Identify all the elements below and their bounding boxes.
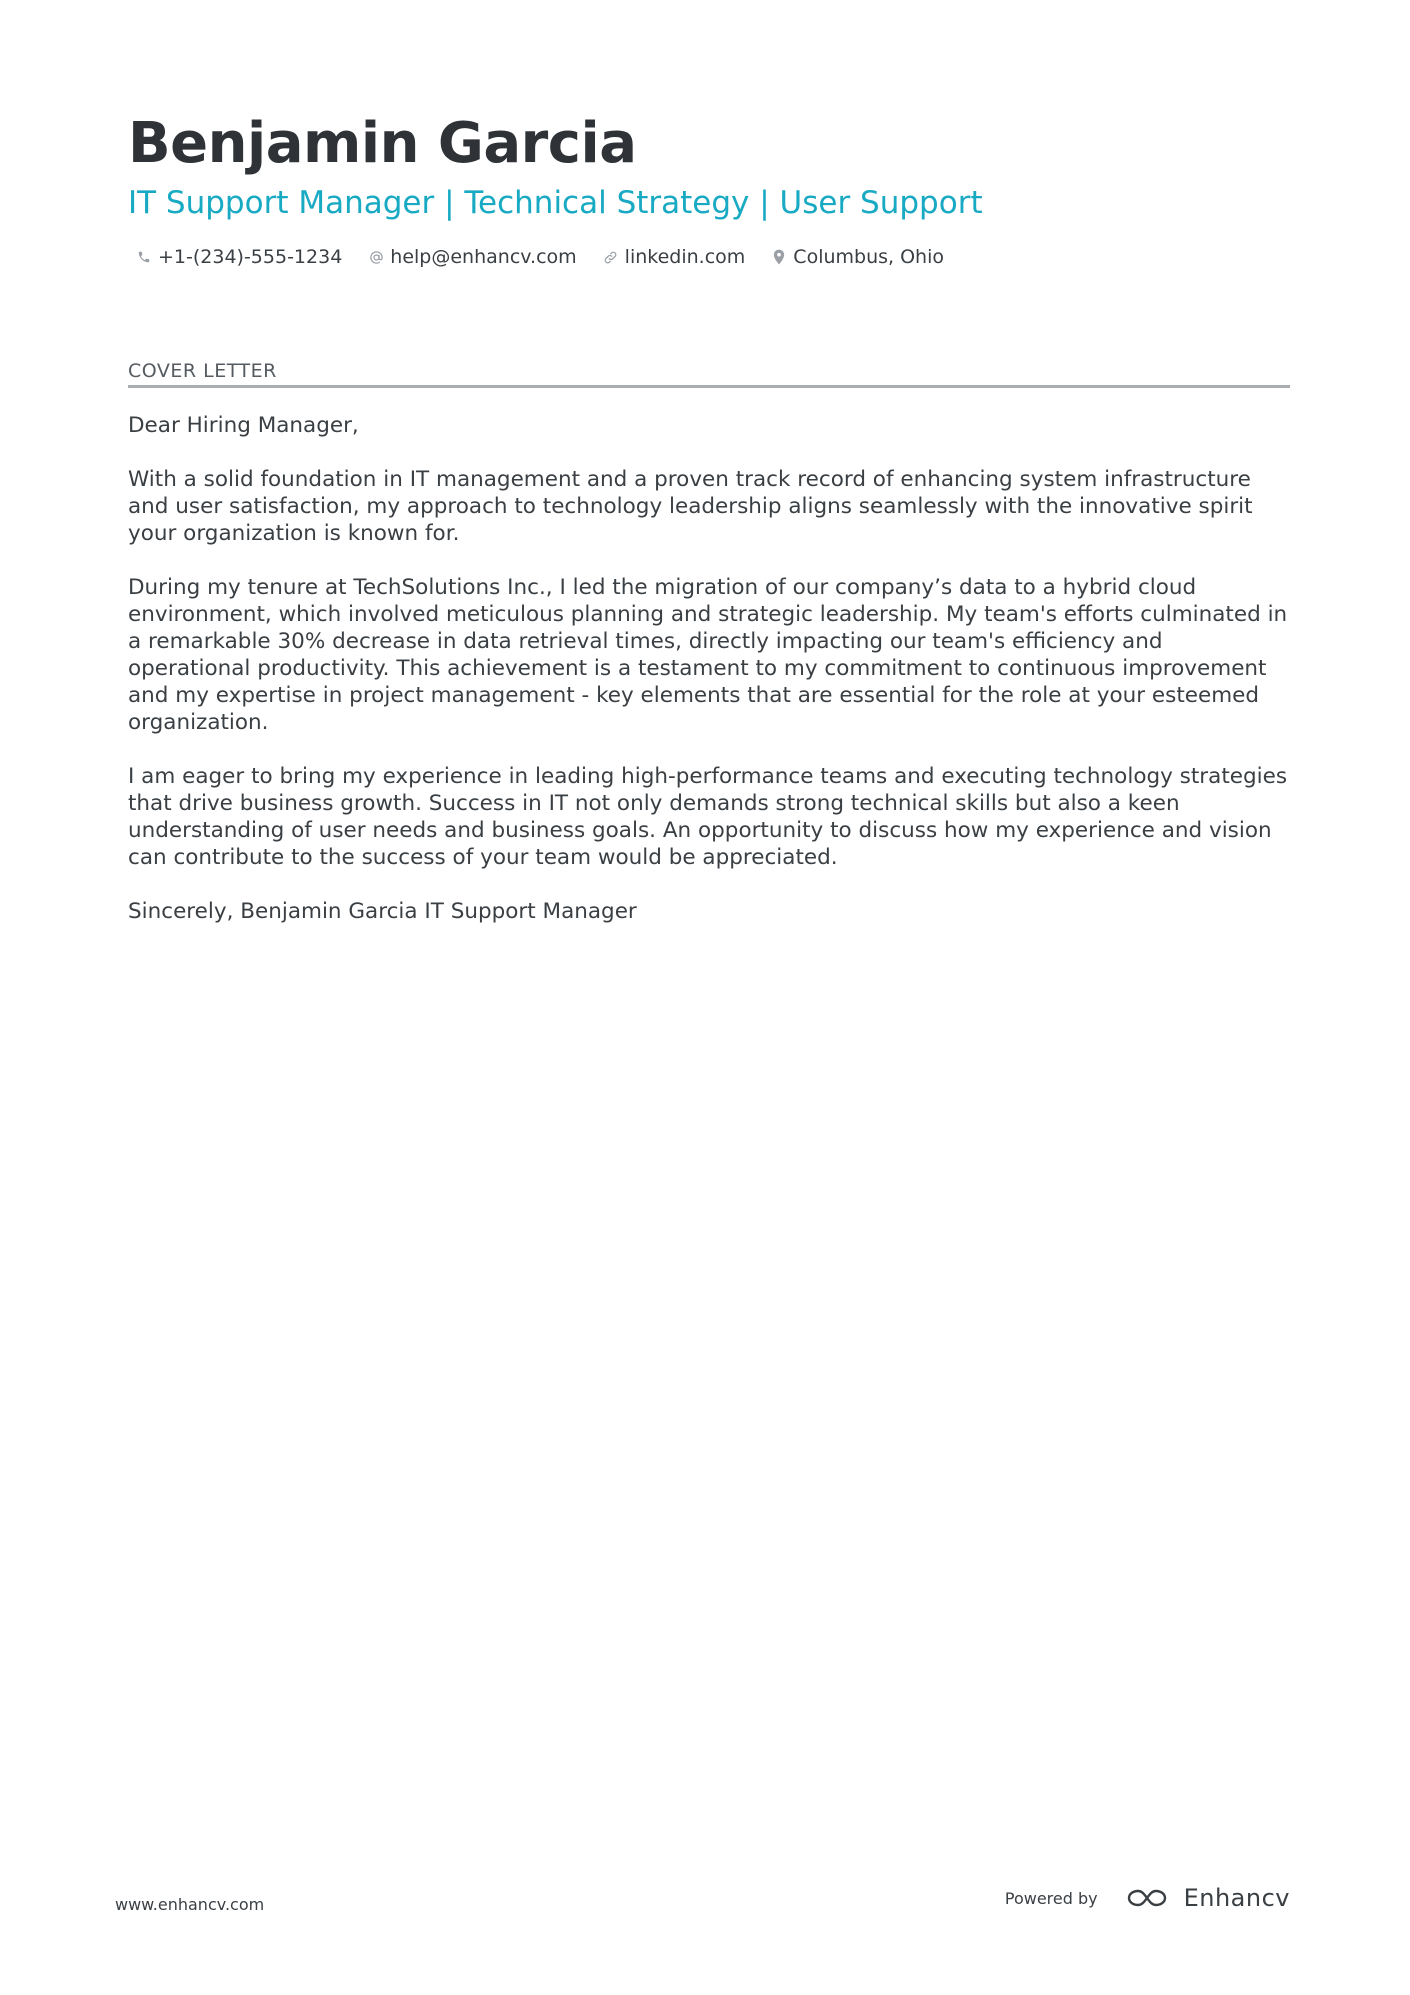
- section-divider: [128, 385, 1290, 388]
- location-pin-icon: [771, 249, 787, 265]
- letter-paragraph-3: I am eager to bring my experience in leading high-performance teams and executing technology strategies that drive business growth. Success in IT not only demands strong technical skills but also a keen understanding of user needs and business goals. An opportunity to discuss how my experience and vision can contribute to the success of your team would be appreciated.: [128, 764, 1288, 870]
- candidate-tagline: IT Support Manager | Technical Strategy | User Support: [128, 185, 983, 221]
- letter-closing: Sincerely, Benjamin Garcia IT Support Manager: [128, 899, 637, 924]
- enhancv-logo[interactable]: [1124, 1884, 1290, 1912]
- contact-location-text: Columbus, Ohio: [793, 246, 944, 268]
- section-title: COVER LETTER: [128, 360, 277, 382]
- footer-website-link[interactable]: www.enhancv.com: [115, 1895, 265, 1914]
- candidate-name: Benjamin Garcia: [128, 111, 637, 176]
- letter-paragraph-1: With a solid foundation in IT management and a proven track record of enhancing system infrastructure and user satisfaction, my approach to technology leadership aligns seamlessly with the innovative spirit your organization is known for.: [128, 467, 1253, 546]
- phone-icon: [136, 249, 152, 265]
- contact-bar: [136, 246, 970, 268]
- contact-linkedin-text: linkedin.com: [624, 246, 746, 268]
- header: [128, 108, 1288, 224]
- contact-phone[interactable]: [136, 246, 342, 268]
- letter-paragraph-2: During my tenure at TechSolutions Inc., I led the migration of our company’s data to a hybrid cloud environment, which involved meticulous planning and strategic leadership. My team's efforts culminated in a remarkable 30% decrease in data retrieval times, directly impacting our team's efficiency and operational productivity. This achievement is a testament to my commitment to continuous improvement and my expertise in project management - key elements that are essential for the role at your esteemed organization.: [128, 575, 1288, 735]
- contact-email-text: help@enhancv.com: [390, 246, 577, 268]
- contact-location: [771, 246, 944, 268]
- letter-greeting: Dear Hiring Manager,: [128, 413, 359, 438]
- link-icon: [603, 249, 619, 265]
- enhancv-logo-icon: [1124, 1886, 1170, 1910]
- contact-linkedin[interactable]: [603, 246, 746, 268]
- footer-branding: [1005, 1884, 1290, 1912]
- enhancv-brand-name: Enhancv: [1183, 1884, 1290, 1912]
- contact-phone-text: +1-(234)-555-1234: [158, 246, 343, 268]
- powered-by-label: Powered by: [1004, 1888, 1098, 1908]
- at-icon: [368, 249, 384, 265]
- letter-body: [128, 412, 1290, 952]
- contact-email[interactable]: [368, 246, 576, 268]
